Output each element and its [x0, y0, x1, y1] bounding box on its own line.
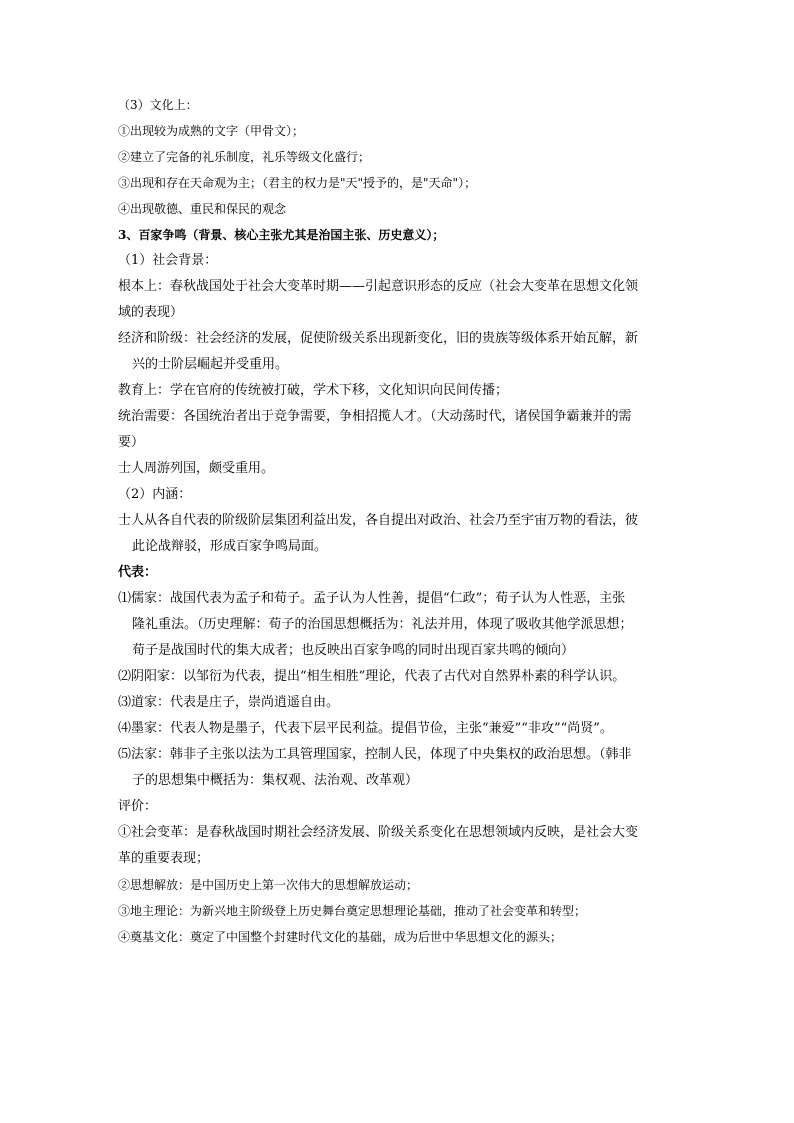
representative-line: ⑵阴阳家：以邹衍为代表，提出“相生相胜”理论，代表了古代对自然界朴素的科学认识。 [118, 669, 626, 684]
connotation-line: 士人从各自代表的阶级阶层集团利益出发，各自提出对政治、社会乃至宇宙万物的看法，彼 [118, 513, 639, 528]
background-line: 士人周游列国，颇受重用。 [118, 461, 275, 476]
connotation-line: 此论战辩驳，形成百家争鸣局面。 [132, 539, 328, 554]
culture-item: ③出现和存在天命观为主；（君主的权力是"天"授予的，是"天命"）； [118, 176, 477, 190]
culture-heading: （3）文化上： [118, 98, 198, 112]
background-line: 教育上：学在官府的传统被打破，学术下移，文化知识向民间传播； [118, 383, 509, 398]
representative-line: 隆礼重法。（历史理解：荀子的治国思想概括为：礼法并用，体现了吸收其他学派思想； [132, 617, 633, 632]
culture-item: ④出现敬德、重民和保民的观念 [118, 202, 287, 216]
representative-line: ⑸法家：韩非子主张以法为工具管理国家，控制人民，体现了中央集权的政治思想。（韩非 [118, 747, 632, 762]
culture-item: ②建立了完备的礼乐制度，礼乐等级文化盛行； [118, 150, 371, 164]
section-title: 3、百家争鸣（背景、核心主张尤其是治国主张、历史意义）； [118, 228, 445, 242]
document-page [118, 92, 688, 950]
evaluation-heading: 评价： [118, 799, 158, 814]
representative-line: ⑶道家：代表是庄子，崇尚逍遥自由。 [118, 695, 340, 710]
background-heading: （1）社会背景： [118, 253, 218, 268]
representative-line: ⑴儒家：战国代表为孟子和荀子。孟子认为人性善，提倡“仁政”；荀子认为人性恶，主张 [118, 591, 626, 606]
background-line: 域的表现） [118, 305, 184, 320]
evaluation-line: ④奠基文化：奠定了中国整个封建时代文化的基础，成为后世中华思想文化的源头； [118, 930, 563, 944]
evaluation-line: ①社会变革：是春秋战国时期社会经济发展、阶级关系变化在思想领域内反映，是社会大变 [118, 825, 639, 840]
background-line: 要） [118, 435, 145, 450]
background-line: 统治需要：各国统治者出于竞争需要，争相招揽人才。（大动荡时代，诸侯国争霸兼并的需 [118, 409, 632, 424]
representative-line: ⑷墨家：代表人物是墨子，代表下层平民利益。提倡节俭，主张“兼爱”“非攻”“尚贤”。 [118, 721, 613, 736]
culture-item: ①出现较为成熟的文字（甲骨文）； [118, 124, 305, 138]
representative-line: 子的思想集中概括为：集权观、法治观、改革观） [132, 773, 419, 788]
background-line: 根本上：春秋战国处于社会大变革时期——引起意识形态的反应（社会大变革在思想文化领 [118, 279, 639, 294]
background-line: 兴的士阶层崛起并受重用。 [132, 357, 289, 372]
evaluation-line: ②思想解放：是中国历史上第一次伟大的思想解放运动； [118, 878, 419, 892]
representatives-heading: 代表： [118, 565, 158, 580]
connotation-heading: （2）内涵： [118, 487, 192, 502]
representative-line: 荀子是战国时代的集大成者；也反映出百家争鸣的同时出现百家共鸣的倾向） [132, 643, 575, 658]
background-line: 经济和阶级：社会经济的发展，促使阶级关系出现新变化，旧的贵族等级体系开始瓦解，新 [118, 331, 639, 346]
evaluation-line: ③地主理论：为新兴地主阶级登上历史舞台奠定思想理论基础，推动了社会变革和转型； [118, 904, 587, 918]
evaluation-line: 革的重要表现； [118, 851, 210, 866]
